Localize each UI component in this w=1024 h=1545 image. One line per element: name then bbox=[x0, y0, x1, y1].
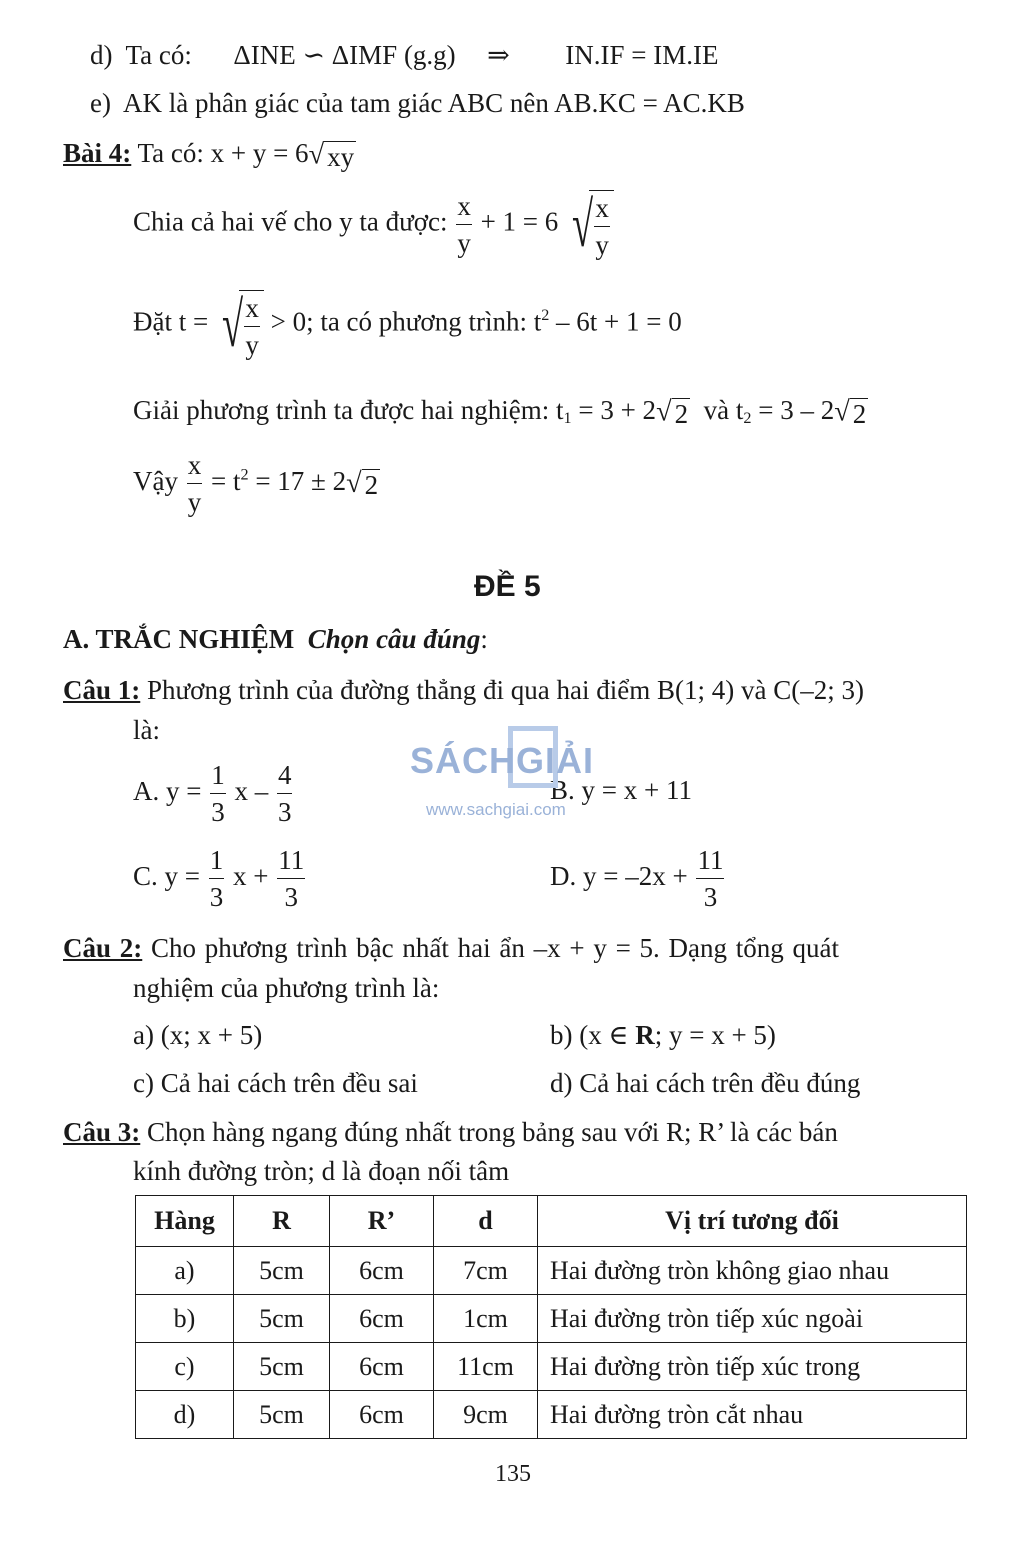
cau2-option-a: a) (x; x + 5) bbox=[133, 1020, 263, 1050]
question-text-cont: nghiệm của phương trình là: bbox=[133, 973, 440, 1003]
cau2-option-d: d) Cả hai cách trên đều đúng bbox=[550, 1068, 861, 1098]
table-header-row bbox=[136, 1196, 967, 1247]
table-cell: c) bbox=[136, 1343, 234, 1391]
item-text: AK là phân giác của tam giác ABC nên AB.KC = AC.KB bbox=[123, 88, 745, 118]
question-text: Chọn hàng ngang đúng nhất trong bảng sau với R; R’ là các bán bbox=[147, 1117, 838, 1147]
table-cell: 5cm bbox=[234, 1391, 330, 1439]
equation-text: + 1 = 6 bbox=[480, 206, 559, 237]
fraction-x-y: $\frac{x}{y}$ bbox=[187, 450, 202, 517]
cau1-question bbox=[63, 677, 864, 704]
fraction-x-y: $\frac{x}{y}$ bbox=[457, 190, 471, 258]
equation-text: – 6t + 1 = 0 bbox=[556, 306, 682, 337]
item-result: IN.IF = IM.IE bbox=[565, 40, 719, 70]
table-cell: Hai đường tròn tiếp xúc trong bbox=[538, 1343, 967, 1391]
line-e bbox=[90, 90, 745, 117]
circle-position-table bbox=[135, 1195, 967, 1439]
table-cell: Hai đường tròn tiếp xúc ngoài bbox=[538, 1295, 967, 1343]
sqrt-content: $\frac{x}{y}$ bbox=[239, 290, 264, 359]
sqrt-content: $\frac{x}{y}$ bbox=[589, 190, 614, 259]
cau1-option-b: B. y = x + 11 bbox=[550, 775, 692, 805]
table-cell: 6cm bbox=[330, 1295, 434, 1343]
question-text: Phương trình của đường thẳng đi qua hai điểm B(1; 4) và C(–2; 3) bbox=[147, 675, 864, 705]
implies-arrow: ⇒ bbox=[487, 40, 510, 70]
header-d: d bbox=[434, 1196, 538, 1247]
item-text: Ta có: bbox=[125, 40, 192, 70]
table-cell: 6cm bbox=[330, 1247, 434, 1295]
equation-text: > 0; ta có phương trình: t bbox=[270, 306, 542, 337]
watermark-brand: SÁCHGIẢI bbox=[410, 740, 595, 781]
table-cell: 7cm bbox=[434, 1247, 538, 1295]
bai4-conclusion: Vậy $\frac{x}{y}$ = $t^2 = 17 \pm 2√$ 2 bbox=[133, 450, 379, 517]
section-title: A. TRẮC NGHIỆM bbox=[63, 624, 295, 654]
section-a-heading: A. TRẮC NGHIỆM Chọn câu đúng: bbox=[63, 624, 488, 654]
table-row bbox=[136, 1391, 967, 1439]
sqrt-symbol: √ bbox=[222, 288, 244, 360]
header-position: Vị trí tương đối bbox=[538, 1196, 967, 1247]
table-cell: d) bbox=[136, 1391, 234, 1439]
equation-text: Ta có: x + y = 6 bbox=[137, 138, 309, 168]
table-cell: a) bbox=[136, 1247, 234, 1295]
cau2-option-c: c) Cả hai cách trên đều sai bbox=[133, 1068, 418, 1098]
cau1-option-d: D. y = –2x + $\frac{11}{3}$ bbox=[550, 845, 724, 912]
table-cell: 5cm bbox=[234, 1295, 330, 1343]
cau2-option-b: b) (x ∈ R; y = x + 5) bbox=[550, 1020, 776, 1050]
question-label: Câu 1: bbox=[63, 675, 141, 705]
table-cell: 6cm bbox=[330, 1343, 434, 1391]
table-cell: 6cm bbox=[330, 1391, 434, 1439]
equation-text: Giải phương trình ta được hai nghiệm: t bbox=[133, 395, 564, 425]
question-text: Cho phương trình bậc nhất hai ẩn –x + y = 5. Dạng tổng quát bbox=[151, 933, 840, 963]
bai4-divide bbox=[133, 190, 614, 259]
page-number: 135 bbox=[495, 1461, 531, 1487]
header-hang: Hàng bbox=[136, 1196, 234, 1247]
cau2-question bbox=[63, 935, 839, 962]
watermark-url: www.sachgiai.com bbox=[426, 800, 566, 819]
watermark-logo bbox=[410, 724, 620, 824]
cau3-question bbox=[63, 1119, 838, 1146]
table-row bbox=[136, 1247, 967, 1295]
table-row bbox=[136, 1343, 967, 1391]
cau1-option-c: C. y = $\frac{1}{3}$ x + $\frac{11}{3}$ bbox=[133, 845, 305, 912]
question-text-cont: kính đường tròn; d là đoạn nối tâm bbox=[133, 1156, 510, 1186]
exam-title: ĐỀ 5 bbox=[474, 570, 541, 603]
table-cell: 9cm bbox=[434, 1391, 538, 1439]
header-r: R bbox=[234, 1196, 330, 1247]
similar-triangles-expr: ΔINE ∽ ΔIMF (g.g) bbox=[233, 40, 456, 70]
exercise-title: Bài 4: bbox=[63, 138, 132, 168]
bai4-intro bbox=[63, 140, 356, 171]
question-text-cont: là: bbox=[133, 715, 160, 745]
table-cell: 5cm bbox=[234, 1343, 330, 1391]
table-row bbox=[136, 1295, 967, 1343]
item-label: d) bbox=[90, 40, 113, 70]
question-label: Câu 3: bbox=[63, 1117, 141, 1147]
section-hint: Chọn câu đúng bbox=[307, 624, 481, 654]
table-cell: 5cm bbox=[234, 1247, 330, 1295]
sqrt-xy: √ xy bbox=[308, 140, 355, 173]
table-cell: Hai đường tròn cắt nhau bbox=[538, 1391, 967, 1439]
line-d bbox=[90, 42, 719, 69]
bai4-set-t: Đặt t = √ $\frac{x}{y}$ > 0; ta có phương trình: $t^2 - 6t + 1 = 0$ bbox=[133, 288, 682, 360]
header-r-prime: R’ bbox=[330, 1196, 434, 1247]
table-cell: b) bbox=[136, 1295, 234, 1343]
equation-text: Chia cả hai vế cho y ta được: bbox=[133, 206, 448, 237]
question-label: Câu 2: bbox=[63, 933, 143, 963]
cau1-option-a: A. y = $\frac{1}{3}$ x – $\frac{4}{3}$ bbox=[133, 760, 292, 827]
table-cell: 1cm bbox=[434, 1295, 538, 1343]
bai4-solutions: Giải phương trình ta được hai nghiệm: $t_1 = 3 + 2√$ 2 và $t_2 = 3 - 2√$ 2 bbox=[133, 395, 867, 429]
sqrt-symbol: √ bbox=[572, 188, 594, 260]
table-cell: Hai đường tròn không giao nhau bbox=[538, 1247, 967, 1295]
equation-text: Vậy bbox=[133, 466, 178, 497]
table-cell: 11cm bbox=[434, 1343, 538, 1391]
equation-text: Đặt t = bbox=[133, 306, 209, 337]
item-label: e) bbox=[90, 88, 111, 118]
